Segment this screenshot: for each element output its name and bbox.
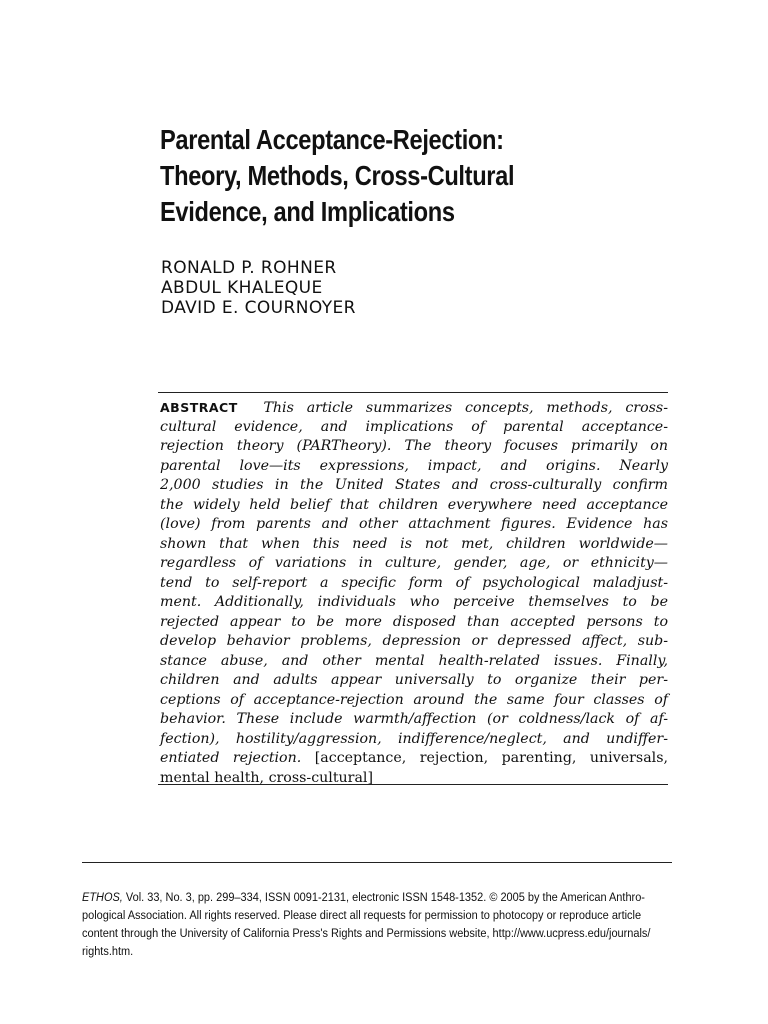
abstract-line: children and adults appear universally to organize their per-	[160, 672, 668, 688]
abstract-line: shown that when this need is not met, children worldwide—	[160, 535, 668, 552]
author-list	[161, 258, 356, 318]
abstract-line: (love) from parents and other attachment figures. Evidence has	[160, 516, 668, 532]
title-line: Parental Acceptance-Rejection:	[160, 124, 504, 155]
abstract-line: cultural evidence, and implications of parental acceptance-	[160, 418, 668, 435]
footnote-line: content through the University of California Press's Rights and Permissions website, http://www.ucpress.edu/journals/	[82, 926, 651, 940]
abstract-line: fection), hostility/aggression, indifference/neglect, and undiffer-	[160, 730, 668, 747]
abstract-text: entiated rejection.	[160, 750, 302, 766]
abstract-text: This article summarizes concepts, methods, cross-	[263, 400, 668, 416]
abstract-line: 2,000 studies in the United States and cross-culturally confirm	[160, 477, 668, 493]
footnote-line: rights.htm.	[82, 944, 134, 958]
author-name: ABDUL KHALEQUE	[161, 278, 323, 298]
abstract-line: stance abuse, and other mental health-related issues. Finally,	[160, 652, 668, 669]
abstract-line: develop behavior problems, depression or depressed affect, sub-	[160, 633, 668, 649]
author-name: RONALD P. ROHNER	[161, 258, 337, 278]
abstract-line: ceptions of acceptance-rejection around the same four classes of	[160, 691, 668, 708]
title-line: Theory, Methods, Cross-Cultural	[160, 160, 515, 191]
article-title	[160, 122, 607, 230]
abstract-line: the widely held belief that children everywhere need acceptance	[160, 496, 668, 513]
footnote-line: pological Association. All rights reserved. Please direct all requests for permission to photocopy or reproduce article	[82, 908, 642, 922]
abstract-line: ment. Additionally, individuals who perceive themselves to be	[160, 594, 668, 610]
abstract-line	[160, 749, 668, 769]
footnote-line	[82, 888, 645, 906]
abstract-line: tend to self-report a specific form of psychological maladjust-	[160, 574, 668, 591]
title-line: Evidence, and Implications	[160, 196, 455, 227]
copyright-footnote	[82, 888, 651, 960]
abstract-bottom-rule	[158, 784, 668, 785]
abstract-top-rule	[158, 392, 668, 393]
abstract-line: parental love—its expressions, impact, and origins. Nearly	[160, 457, 668, 474]
abstract-line: regardless of variations in culture, gender, age, or ethnicity—	[160, 555, 668, 571]
abstract-line: behavior. These include warmth/affection (or coldness/lack of af-	[160, 711, 668, 727]
footnote-rule	[82, 862, 672, 863]
footnote-text: Vol. 33, No. 3, pp. 299–334, ISSN 0091-2131, electronic ISSN 1548-1352. © 2005 by the American Anthro-	[122, 890, 645, 904]
author-name: DAVID E. COURNOYER	[161, 298, 356, 318]
abstract-label: ABSTRACT	[160, 400, 238, 415]
journal-name: ETHOS,	[82, 890, 123, 904]
abstract-keywords: [acceptance, rejection, parenting, universals,	[314, 750, 668, 766]
abstract-line: rejected appear to be more disposed than accepted persons to	[160, 613, 668, 630]
abstract	[160, 398, 668, 788]
abstract-line	[160, 398, 668, 418]
abstract-line: rejection theory (PARTheory). The theory focuses primarily on	[160, 438, 668, 454]
abstract-keywords-line: mental health, cross-cultural]	[160, 769, 373, 786]
